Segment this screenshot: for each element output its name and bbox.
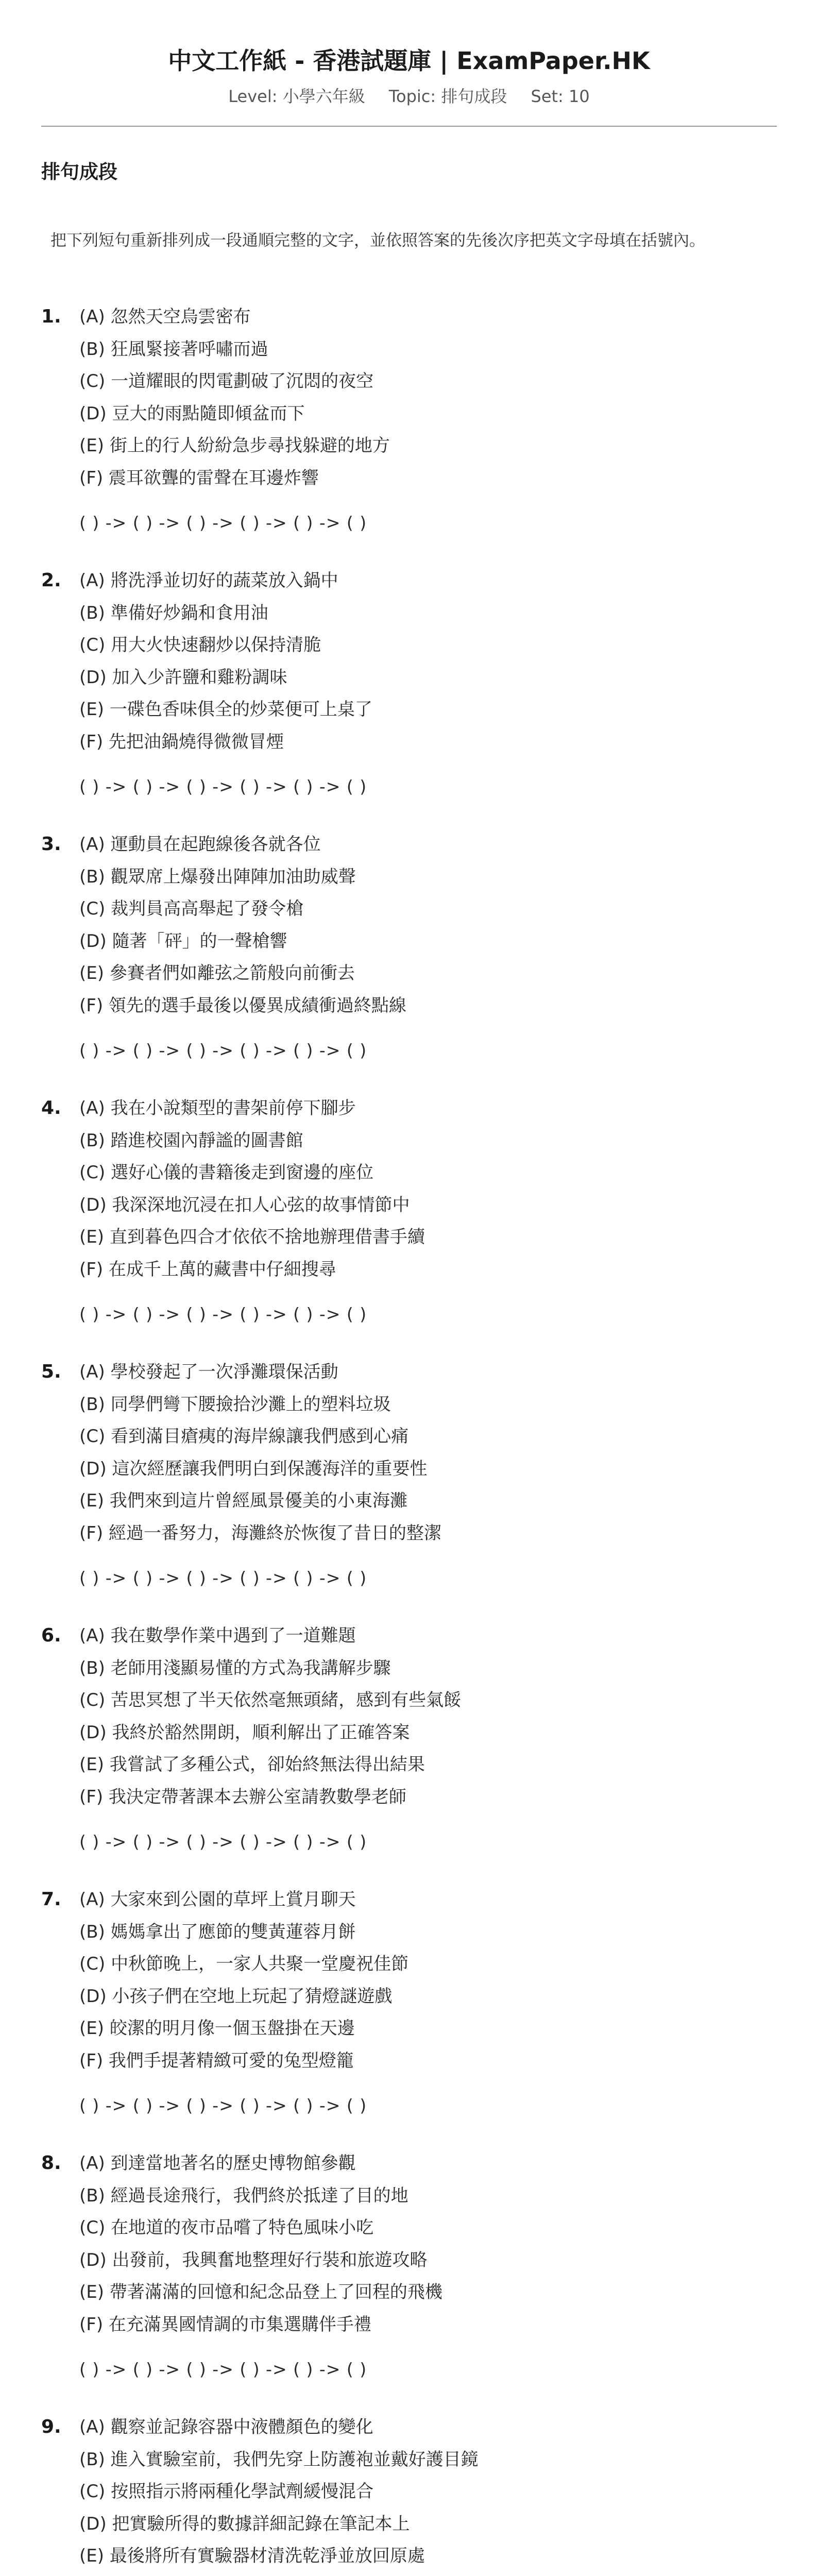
option-sentence: (F) 領先的選手最後以優異成績衝過終點線 — [79, 995, 406, 1016]
option-sentence: (F) 在成千上萬的藏書中仔細搜尋 — [79, 1259, 336, 1280]
option-sentence: (B) 同學們彎下腰撿拾沙灘上的塑料垃圾 — [79, 1394, 391, 1415]
question-number: 4. — [41, 1097, 61, 1118]
question-number: 3. — [41, 834, 61, 855]
option-list — [79, 2411, 479, 2576]
option-sentence: (D) 隨著「砰」的一聲槍響 — [79, 930, 287, 952]
option-list — [79, 565, 372, 758]
option-sentence: (E) 我嘗試了多種公式，卻始終無法得出結果 — [79, 1754, 425, 1775]
option-sentence: (C) 用大火快速翻炒以保持清脆 — [79, 635, 321, 655]
question-number: 2. — [41, 570, 61, 591]
option-list — [79, 1884, 408, 2077]
level-label: Level: 小學六年級 — [228, 87, 365, 106]
option-sentence: (B) 準備好炒鍋和食用油 — [79, 602, 268, 623]
option-sentence: (C) 在地道的夜市品嚐了特色風味小吃 — [79, 2217, 374, 2238]
option-sentence: (D) 小孩子們在空地上玩起了猜燈謎遊戲 — [79, 1986, 393, 2007]
option-sentence: (D) 把實驗所得的數據詳細記錄在筆記本上 — [79, 2513, 410, 2534]
option-sentence — [79, 2572, 479, 2576]
question-number: 6. — [41, 1625, 61, 1646]
question-number: 8. — [41, 2153, 61, 2174]
option-sentence: (B) 媽媽拿出了應節的雙黃蓮蓉月餅 — [79, 1921, 356, 1942]
option-sentence: (A) 忽然天空烏雲密布 — [79, 307, 251, 327]
option-sentence: (B) 經過長途飛行，我們終於抵達了目的地 — [79, 2185, 408, 2206]
option-sentence: (C) 苦思冥想了半天依然毫無頭緒，感到有些氣餒 — [79, 1690, 462, 1710]
option-sentence: (C) 按照指示將兩種化學試劑緩慢混合 — [79, 2481, 374, 2502]
option-sentence: (F) 先把油鍋燒得微微冒煙 — [79, 731, 284, 752]
answer-sequence-blanks[interactable]: ( ) -> ( ) -> ( ) -> ( ) -> ( ) -> ( ) — [79, 2359, 367, 2379]
option-sentence: (B) 觀眾席上爆發出陣陣加油助威聲 — [79, 866, 356, 887]
option-sentence: (A) 大家來到公園的草坪上賞月聊天 — [79, 1889, 356, 1910]
option-sentence: (D) 豆大的雨點隨即傾盆而下 — [79, 403, 305, 424]
option-sentence: (C) 裁判員高高舉起了發令槍 — [79, 899, 304, 919]
option-sentence: (A) 到達當地著名的歷史博物館參觀 — [79, 2153, 356, 2174]
option-sentence: (F) 我決定帶著課本去辦公室請教數學老師 — [79, 1786, 406, 1807]
question-number: 1. — [41, 306, 61, 327]
option-sentence: (E) 一碟色香味俱全的炒菜便可上桌了 — [79, 699, 372, 720]
option-list — [79, 1356, 441, 1549]
option-sentence: (A) 我在數學作業中遇到了一道難題 — [79, 1625, 356, 1646]
option-sentence: (E) 皎潔的明月像一個玉盤掛在天邊 — [79, 2018, 355, 2039]
question-number: 9. — [41, 2416, 61, 2437]
answer-sequence-blanks[interactable]: ( ) -> ( ) -> ( ) -> ( ) -> ( ) -> ( ) — [79, 1568, 367, 1588]
option-sentence: (A) 觀察並記錄容器中液體顏色的變化 — [79, 2417, 373, 2437]
question-number: 7. — [41, 1889, 61, 1910]
option-sentence: (E) 帶著滿滿的回憶和紀念品登上了回程的飛機 — [79, 2282, 442, 2302]
option-sentence: (D) 這次經歷讓我們明白到保護海洋的重要性 — [79, 1458, 428, 1479]
option-sentence: (A) 學校發起了一次淨灘環保活動 — [79, 1362, 338, 1382]
option-sentence: (E) 街上的行人紛紛急步尋找躲避的地方 — [79, 435, 390, 456]
option-sentence: (F) 我們手提著精緻可愛的兔型燈籠 — [79, 2050, 354, 2071]
option-sentence: (C) 選好心儀的書籍後走到窗邊的座位 — [79, 1162, 374, 1183]
option-sentence: (B) 老師用淺顯易懂的方式為我講解步驟 — [79, 1657, 391, 1679]
option-sentence: (F) 經過一番努力，海灘終於恢復了昔日的整潔 — [79, 1522, 441, 1544]
instructions: 把下列短句重新排列成一段通順完整的文字，並依照答案的先後次序把英文字母填在括號內。 — [50, 231, 705, 250]
option-sentence: (F) 震耳欲聾的雷聲在耳邊炸響 — [79, 467, 319, 488]
option-sentence: (D) 我深深地沉浸在扣人心弦的故事情節中 — [79, 1194, 410, 1215]
option-sentence: (C) 看到滿目瘡痍的海岸線讓我們感到心痛 — [79, 1426, 409, 1447]
option-sentence: (E) 直到暮色四合才依依不捨地辦理借書手續 — [79, 1227, 425, 1247]
option-sentence: (C) 中秋節晚上，一家人共聚一堂慶祝佳節 — [79, 1954, 409, 1974]
option-sentence: (E) 參賽者們如離弦之箭般向前衝去 — [79, 963, 355, 984]
paper-meta — [41, 84, 777, 108]
option-sentence: (E) 我們來到這片曾經風景優美的小東海灘 — [79, 1490, 407, 1511]
set-label: Set: 10 — [531, 87, 590, 106]
answer-sequence-blanks[interactable]: ( ) -> ( ) -> ( ) -> ( ) -> ( ) -> ( ) — [79, 1040, 367, 1060]
option-sentence: (A) 我在小說類型的書架前停下腳步 — [79, 1098, 356, 1118]
answer-sequence-blanks[interactable]: ( ) -> ( ) -> ( ) -> ( ) -> ( ) -> ( ) — [79, 776, 367, 796]
option-list — [79, 1092, 425, 1285]
option-list — [79, 2147, 442, 2341]
option-sentence: (B) 進入實驗室前，我們先穿上防護袍並戴好護目鏡 — [79, 2449, 479, 2470]
answer-sequence-blanks[interactable]: ( ) -> ( ) -> ( ) -> ( ) -> ( ) -> ( ) — [79, 1832, 367, 1852]
page-title: 中文工作紙 - 香港試題庫 | ExamPaper.HK — [168, 47, 650, 75]
answer-sequence-blanks[interactable]: ( ) -> ( ) -> ( ) -> ( ) -> ( ) -> ( ) — [79, 1304, 367, 1324]
page-header — [41, 44, 777, 108]
option-list — [79, 1620, 461, 1813]
option-sentence: (B) 狂風緊接著呼嘯而過 — [79, 338, 268, 360]
answer-sequence-blanks[interactable]: ( ) -> ( ) -> ( ) -> ( ) -> ( ) -> ( ) — [79, 2095, 367, 2115]
question-number: 5. — [41, 1361, 61, 1382]
option-list — [79, 828, 406, 1022]
option-sentence: (D) 出發前，我興奮地整理好行裝和旅遊攻略 — [79, 2249, 428, 2270]
section-title: 排句成段 — [41, 161, 117, 183]
option-sentence: (F) 在充滿異國情調的市集選購伴手禮 — [79, 2314, 371, 2335]
topic-label: Topic: 排句成段 — [388, 87, 507, 106]
option-sentence: (C) 一道耀眼的閃電劃破了沉悶的夜空 — [79, 371, 374, 392]
header-divider — [41, 126, 777, 127]
option-sentence: (D) 加入少許鹽和雞粉調味 — [79, 667, 287, 688]
option-sentence: (B) 踏進校園內靜謐的圖書館 — [79, 1130, 303, 1151]
option-sentence: (E) 最後將所有實驗器材清洗乾淨並放回原處 — [79, 2546, 425, 2566]
option-sentence: (A) 運動員在起跑線後各就各位 — [79, 834, 321, 855]
option-sentence: (A) 將洗淨並切好的蔬菜放入鍋中 — [79, 570, 338, 591]
option-list — [79, 301, 390, 494]
answer-sequence-blanks[interactable]: ( ) -> ( ) -> ( ) -> ( ) -> ( ) -> ( ) — [79, 513, 367, 533]
option-sentence: (D) 我終於豁然開朗，順利解出了正確答案 — [79, 1722, 410, 1743]
